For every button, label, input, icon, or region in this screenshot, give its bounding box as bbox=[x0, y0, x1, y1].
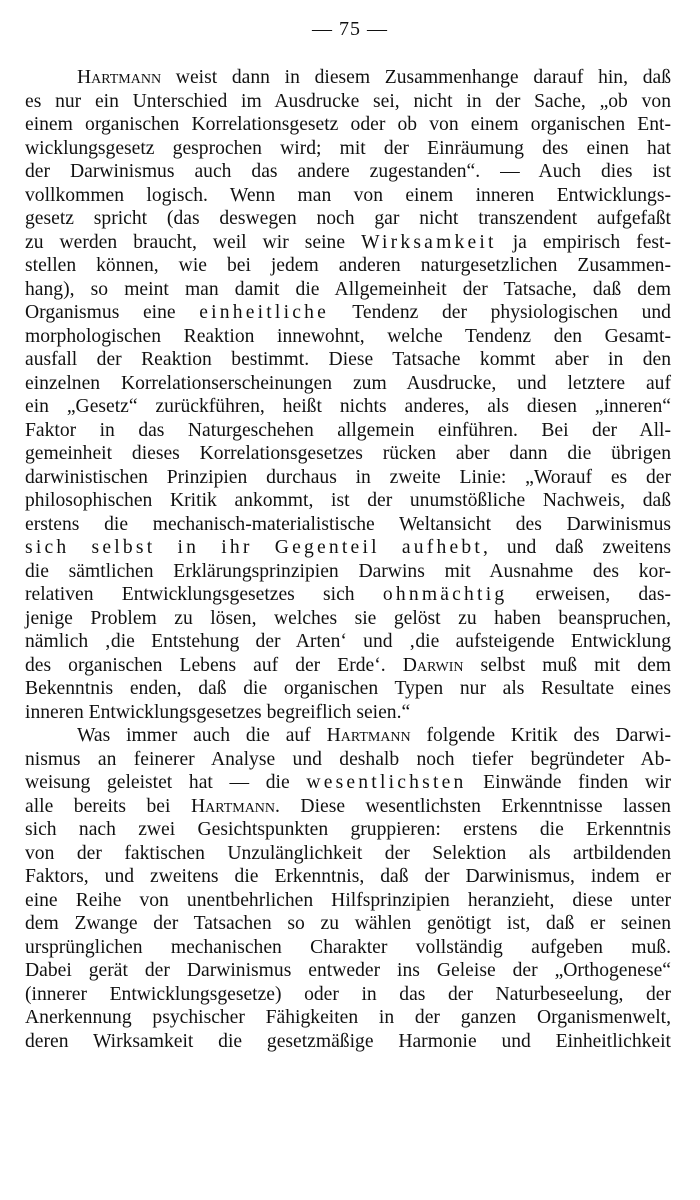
text-span: Einwände finden wir bbox=[466, 772, 671, 793]
text-span: Faktors, und zweitens die Erkenntnis, daß der Darwinismus, indem er bbox=[25, 866, 671, 887]
text-line bbox=[25, 936, 671, 960]
text-line bbox=[25, 983, 671, 1007]
text-line bbox=[25, 583, 671, 607]
text-line bbox=[25, 466, 671, 490]
text-line bbox=[25, 278, 671, 302]
text-line bbox=[25, 113, 671, 137]
text-line bbox=[25, 254, 671, 278]
text-line bbox=[25, 865, 671, 889]
text-line bbox=[25, 207, 671, 231]
text-line bbox=[25, 818, 671, 842]
text-line bbox=[25, 748, 671, 772]
text-span: ausfall der Reaktion bestimmt. Diese Tatsache kommt aber in den bbox=[25, 349, 671, 370]
text-span: inneren Entwicklungsgesetzes begreiflich seien.“ bbox=[25, 701, 411, 723]
text-span: relativen Entwicklungsgesetzes sich bbox=[25, 584, 383, 605]
author-name: Hartmann bbox=[326, 725, 411, 746]
text-line bbox=[25, 1006, 671, 1030]
text-line bbox=[25, 301, 671, 325]
text-span: morphologischen Reaktion innewohnt, welche Tendenz den Gesamt- bbox=[25, 325, 671, 347]
text-line bbox=[25, 231, 671, 255]
text-span: ja empirisch fest- bbox=[496, 231, 671, 253]
text-span: nämlich ‚die Entstehung der Arten‘ und ‚die aufsteigende Entwicklung bbox=[25, 631, 671, 652]
text-span: alle bereits bei bbox=[25, 795, 191, 817]
emphasized-text: einheitliche bbox=[199, 302, 330, 323]
text-line bbox=[25, 771, 671, 795]
author-name: Hartmann bbox=[77, 67, 162, 88]
author-name: Hartmann bbox=[190, 795, 276, 817]
emphasized-text: Wirksamkeit bbox=[361, 231, 497, 253]
text-line bbox=[25, 536, 671, 560]
text-line bbox=[25, 348, 671, 372]
text-line bbox=[25, 560, 671, 584]
text-span: deren Wirksamkeit die gesetzmäßige Harmonie und Einheitlichkeit bbox=[25, 1030, 671, 1052]
text-line bbox=[25, 959, 671, 983]
text-span: philosophischen Kritik ankommt, ist der unumstößliche Nachweis, daß bbox=[25, 490, 671, 511]
text-line bbox=[25, 489, 671, 513]
text-span: Organismus eine bbox=[25, 302, 200, 323]
text-span: jenige Problem zu lösen, welches sie gelöst zu haben beanspruchen, bbox=[25, 607, 671, 629]
author-name: Darwin bbox=[402, 654, 464, 676]
emphasized-text: wesentlichsten bbox=[306, 772, 467, 793]
text-span: Dabei gerät der Darwinismus entweder ins Geleise der „Orthogenese“ bbox=[25, 960, 671, 981]
text-span: vollkommen logisch. Wenn man von einem inneren Entwicklungs- bbox=[25, 184, 671, 206]
text-span: wicklungsgesetz gesprochen wird; mit der Einräumung des einen hat bbox=[25, 137, 671, 159]
text-line bbox=[25, 513, 671, 537]
text-line bbox=[25, 160, 671, 184]
text-span: hang), so meint man damit die Allgemeinheit der Tatsache, daß dem bbox=[25, 278, 671, 300]
text-span: weisung geleistet hat — die bbox=[25, 772, 307, 793]
text-span: , und daß zweitens bbox=[483, 537, 672, 558]
text-span: darwinistischen Prinzipien durchaus in zweite Linie: „Worauf es der bbox=[25, 466, 671, 488]
text-span: eine Reihe von unentbehrlichen Hilfsprinzipien heranzieht, diese unter bbox=[25, 889, 671, 911]
text-line bbox=[25, 90, 671, 114]
text-line bbox=[25, 442, 671, 466]
text-span: Faktor in das Naturgeschehen allgemein einführen. Bei der All- bbox=[25, 419, 671, 441]
body-text bbox=[25, 66, 671, 1053]
text-span: ein „Gesetz“ zurückführen, heißt nichts anderes, als diesen „inneren“ bbox=[25, 396, 671, 417]
text-span: erweisen, das- bbox=[507, 584, 671, 605]
page-number: — 75 — bbox=[312, 18, 388, 40]
text-span: zu werden braucht, weil wir seine bbox=[25, 231, 362, 253]
text-span: einzelnen Korrelationserscheinungen zum Ausdrucke, und letztere auf bbox=[25, 372, 671, 394]
text-span: nismus an feinerer Analyse und deshalb noch tiefer begründeter Ab- bbox=[25, 748, 671, 770]
emphasized-text: ohnmächtig bbox=[382, 584, 508, 605]
text-line bbox=[25, 795, 671, 819]
text-span: selbst muß mit dem bbox=[463, 654, 671, 676]
text-span: Anerkennung psychischer Fähigkeiten in der ganzen Organismenwelt, bbox=[25, 1007, 671, 1028]
text-line bbox=[25, 842, 671, 866]
text-span: gesetz spricht (das deswegen noch gar nicht transzendent aufgefaßt bbox=[25, 208, 671, 229]
text-line bbox=[25, 889, 671, 913]
text-line bbox=[25, 325, 671, 349]
text-span: Tendenz der physiologischen und bbox=[329, 302, 671, 323]
text-line bbox=[25, 701, 671, 725]
text-span: folgende Kritik des Darwi- bbox=[410, 725, 671, 746]
text-span: ursprünglichen mechanischen Charakter vollständig aufgeben muß. bbox=[25, 936, 671, 958]
text-span: dem Zwange der Tatsachen so zu wählen genötigt ist, daß er seinen bbox=[25, 913, 671, 934]
text-span: erstens die mechanisch-materialistische Weltansicht des Darwinismus bbox=[25, 513, 671, 535]
text-span: Was immer auch die auf bbox=[77, 725, 327, 746]
text-span: . Diese wesentlichsten Erkenntnisse lassen bbox=[275, 795, 671, 817]
text-span: weist dann in diesem Zusammenhange darauf hin, daß bbox=[161, 67, 671, 88]
text-line bbox=[25, 654, 671, 678]
text-line bbox=[25, 607, 671, 631]
text-line bbox=[25, 395, 671, 419]
emphasized-text: sich selbst in ihr Gegenteil aufhebt bbox=[25, 537, 484, 558]
text-line bbox=[25, 724, 671, 748]
text-span: gemeinheit dieses Korrelationsgesetzes rücken aber dann die übrigen bbox=[25, 443, 671, 464]
text-line bbox=[25, 137, 671, 161]
text-line bbox=[25, 419, 671, 443]
text-span: die sämtlichen Erklärungsprinzipien Darwins mit Ausnahme des kor- bbox=[25, 560, 671, 582]
text-line bbox=[25, 677, 671, 701]
text-span: es nur ein Unterschied im Ausdrucke sei, nicht in der Sache, „ob von bbox=[25, 90, 671, 112]
text-line bbox=[25, 184, 671, 208]
text-span: einem organischen Korrelationsgesetz oder ob von einem organischen Ent- bbox=[25, 114, 671, 135]
text-span: sich nach zwei Gesichtspunkten gruppieren: erstens die Erkenntnis bbox=[25, 819, 671, 840]
text-line bbox=[25, 1030, 671, 1054]
text-line bbox=[25, 66, 671, 90]
text-span: (innerer Entwicklungsgesetze) oder in das der Naturbeseelung, der bbox=[25, 983, 671, 1005]
text-span: der Darwinismus auch das andere zugestanden“. — Auch dies ist bbox=[25, 161, 671, 182]
text-span: des organischen Lebens auf der Erde‘. bbox=[25, 654, 403, 676]
text-span: Bekenntnis enden, daß die organischen Typen nur als Resultate eines bbox=[25, 678, 671, 699]
text-span: von der faktischen Unzulänglichkeit der Selektion als artbildenden bbox=[25, 842, 671, 864]
text-span: stellen können, wie bei jedem anderen naturgesetzlichen Zusammen- bbox=[25, 255, 671, 276]
text-line bbox=[25, 630, 671, 654]
text-line bbox=[25, 912, 671, 936]
text-line bbox=[25, 372, 671, 396]
